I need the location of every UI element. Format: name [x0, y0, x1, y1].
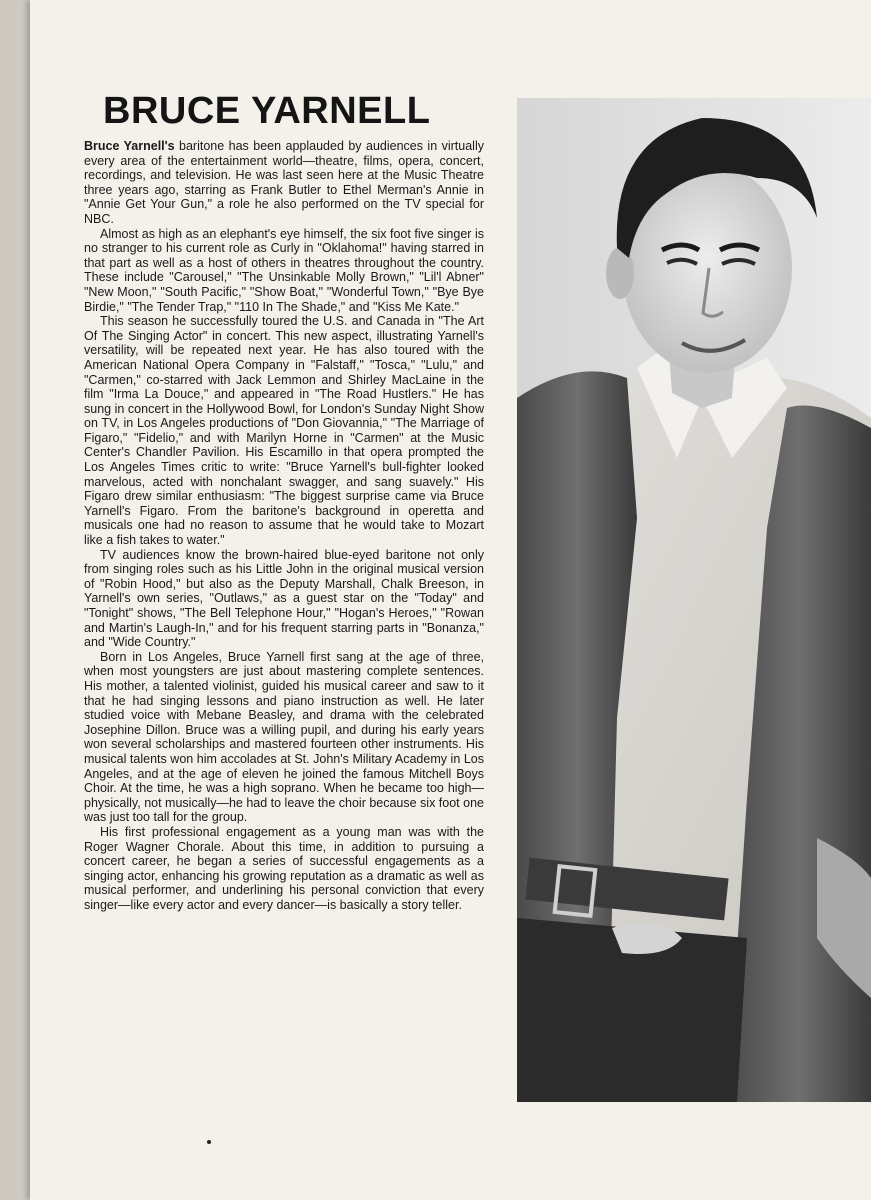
article-paragraph-5: Born in Los Angeles, Bruce Yarnell first sang at the age of three, when most youngsters are just about mastering complete sentences. His mother, a talented violinist, guided his musical career and saw to it that he had singing lessons and piano instruction as well. He later studied voice with Mebane Beasley, and drama with the celebrated Josephine Dillon. Bruce was a willing pupil, and during his early years won several scholarships and mastered fourteen other instruments. His musical talents won him accolades at St. John's Military Academy in Los Angeles, and at the age of eleven he joined the famous Mitchell Boys Choir. At the time, he was a high soprano. When he became too high—physically, not musically—he had to leave the choir because six foot one was just too tall for the group.: [84, 649, 484, 825]
page-title: BRUCE YARNELL: [103, 90, 431, 132]
paragraph-text: baritone has been applauded by audiences in virtually every area of the entertainment world—theatre, films, opera, concert, recordings, and television. He was last seen here at the Music Theatre three years ago, starring as Frank Butler to Ethel Merman's Annie in "Annie Get Your Gun," a role he also performed on the TV special for NBC.: [84, 139, 484, 226]
article-paragraph-1: [84, 139, 484, 227]
article-paragraph-3: This season he successfully toured the U.S. and Canada in "The Art Of The Singing Actor" in concert. This new aspect, illustrating Yarnell's versatility, will be repeated next year. He has also toured with the American National Opera Company in "Falstaff," "Tosca," "Lulu," and "Carmen," co-starred with Jack Lemmon and Shirley MacLaine in the film "Irma La Douce," and appeared in "The Road Hustlers." He has sung in concert in the Hollywood Bowl, for London's Sunday Night Show on TV, in Los Angeles productions of "Don Giovannia," "The Marriage of Figaro," "Fidelio," and with Marilyn Horne in "Carmen" at the Music Center's Chandler Pavilion. His Escamillo in that opera prompted the Los Angeles Times critic to write: "Bruce Yarnell's bull-fighter looked marvelous, acted with nonchalant swagger, and sang suavely." His Figaro drew similar enthusiasm: "The biggest surprise came via Bruce Yarnell's Figaro. From the baritone's background in operetta and musicals one had no reason to assume that he would take to Mozart like a fish takes to water.": [84, 314, 484, 548]
program-page: [30, 0, 871, 1200]
portrait-illustration: [517, 98, 871, 1102]
article-body: [84, 139, 484, 912]
article-paragraph-6: His first professional engagement as a young man was with the Roger Wagner Chorale. About this time, in addition to pursuing a concert career, he began a series of successful engagements as a singing actor, enhancing his growing reputation as a dramatic as well as musical performer, and underlining his personal conviction that every singer—like every actor and every dancer—is basically a story teller.: [84, 824, 484, 912]
portrait-photo: [517, 98, 871, 1102]
article-paragraph-2: Almost as high as an elephant's eye himself, the six foot five singer is no stranger to his current role as Curly in "Oklahoma!" having starred in that part as well as a host of others in theatres throughout the country. These include "Carousel," "The Unsinkable Molly Brown," "Lil'l Abner" "New Moon," "South Pacific," "Show Boat," "Wonderful Town," "Bye Bye Birdie," "The Tender Trap," "110 In The Shade," and "Kiss Me Kate.": [84, 226, 484, 314]
page-dot: [207, 1140, 211, 1144]
lead-name: Bruce Yarnell's: [84, 139, 175, 153]
article-paragraph-4: TV audiences know the brown-haired blue-eyed baritone not only from singing roles such as his Little John in the original musical version of "Robin Hood," but also as the Deputy Marshall, Chalk Breeson, in Yarnell's own series, "Outlaws," as a guest star on the "Today" and "Tonight" shows, "The Bell Telephone Hour," "Hogan's Heroes," "Rowan and Martin's Laugh-In," and for his frequent starring parts in "Bonanza," and "Wide Country.": [84, 547, 484, 650]
